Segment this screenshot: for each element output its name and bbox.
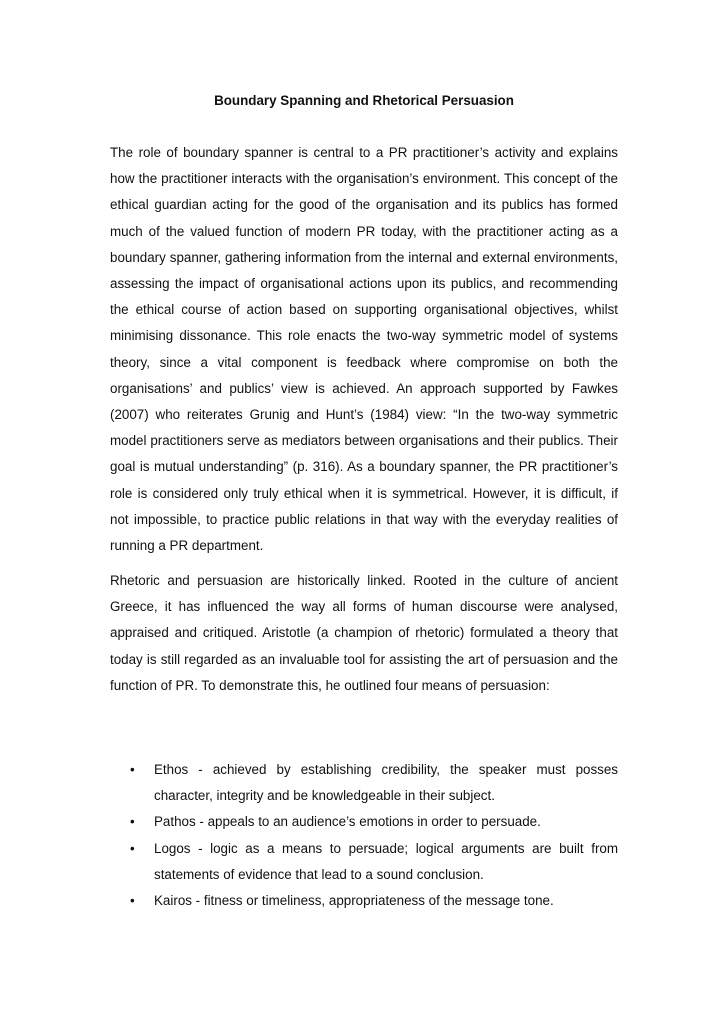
bullet-icon: • bbox=[130, 840, 135, 856]
bullet-icon: • bbox=[130, 814, 135, 830]
list-item-ethos bbox=[110, 757, 618, 809]
paragraph-rhetoric-persuasion: Rhetoric and persuasion are historically linked. Rooted in the culture of ancient Greece, it has influenced the way all forms of human discourse were analysed, appraised and critiqued. Aristotle (a champion of rhetoric) formulated a theory that today is still regarded as an invaluable tool for assisting the art of persuasion and the function of PR. To demonstrate this, he outlined four means of persuasion: bbox=[110, 573, 618, 693]
document-title: Boundary Spanning and Rhetorical Persuasion bbox=[214, 93, 514, 108]
list-item-text: Ethos - achieved by establishing credibility, the speaker must posses character, integrity and be knowledgeable in their subject. bbox=[154, 762, 618, 804]
list-item-kairos bbox=[110, 888, 618, 914]
list-item-text: Logos - logic as a means to persuade; logical arguments are built from statements of evidence that lead to a sound conclusion. bbox=[154, 840, 618, 882]
persuasion-means-list bbox=[110, 757, 618, 914]
bullet-icon: • bbox=[130, 893, 135, 909]
list-item-text: Kairos - fitness or timeliness, appropriateness of the message tone. bbox=[154, 893, 554, 909]
list-item-pathos bbox=[110, 809, 618, 835]
paragraph-boundary-spanning: The role of boundary spanner is central to a PR practitioner’s activity and explains how the practitioner interacts with the organisation’s environment. This concept of the ethical guardian acting for the good of the organisation and its publics has formed much of the valued function of modern PR today, with the practitioner acting as a boundary spanner, gathering information from the internal and external environments, assessing the impact of organisational actions upon its publics, and recommending the ethical course of action based on supporting organisational objectives, whilst minimising dissonance. This role enacts the two-way symmetric model of systems theory, since a vital component is feedback where compromise on both the organisations’ and publics’ view is achieved. An approach supported by Fawkes (2007) who reiterates Grunig and Hunt’s (1984) view: “In the two-way symmetric model practitioners serve as mediators between organisations and their publics. Their goal is mutual understanding” (p. 316). As a boundary spanner, the PR practitioner’s role is considered only truly ethical when it is symmetrical. However, it is difficult, if not impossible, to practice public relations in that way with the everyday realities of running a PR department. bbox=[110, 145, 618, 554]
list-item-logos bbox=[110, 836, 618, 888]
list-item-text: Pathos - appeals to an audience’s emotions in order to persuade. bbox=[154, 814, 541, 830]
bullet-icon: • bbox=[130, 762, 135, 777]
